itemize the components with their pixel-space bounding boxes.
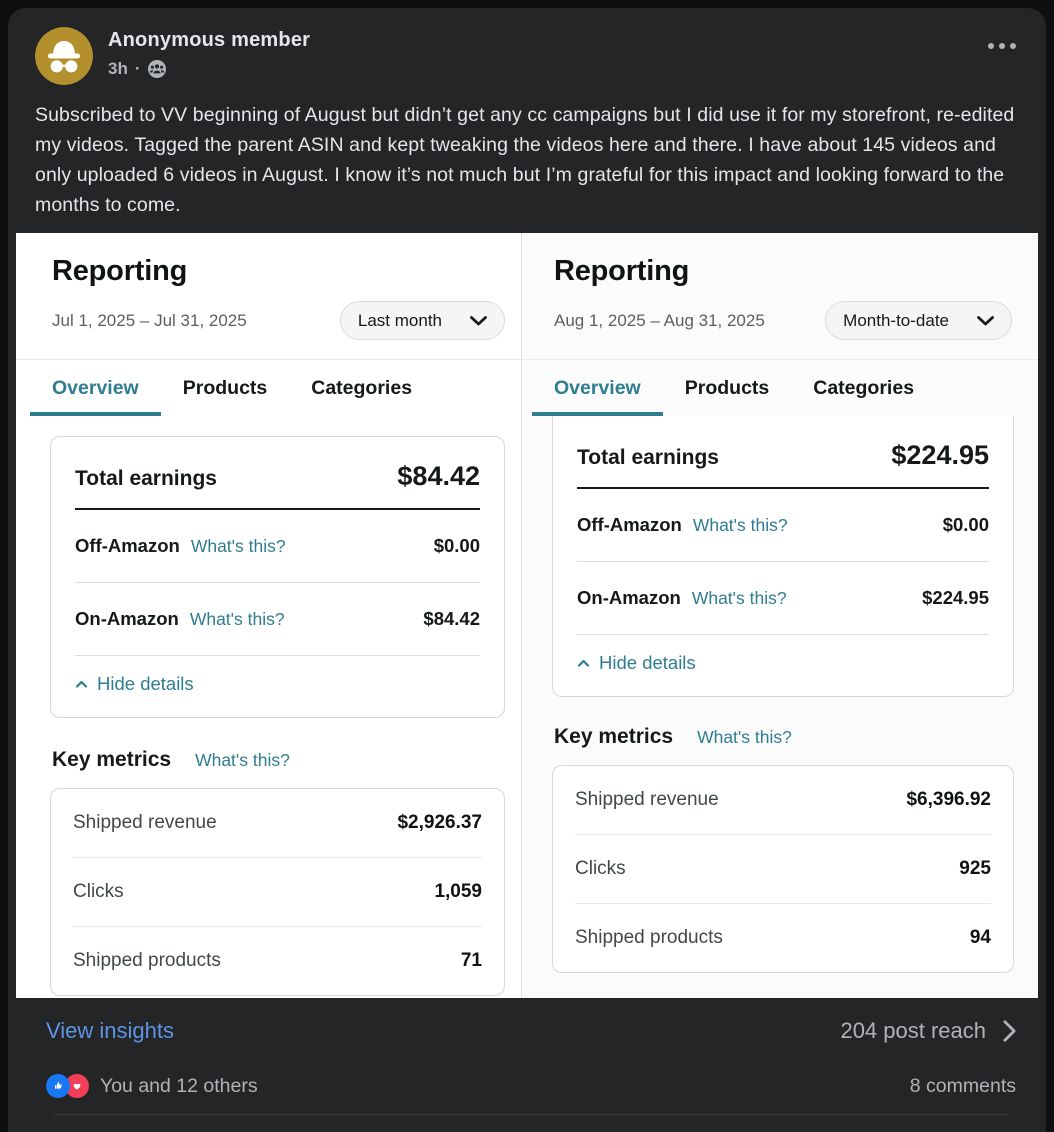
metric-row: Shipped products 94 (575, 927, 991, 948)
post-header (8, 8, 1046, 85)
whats-this-link[interactable]: What's this? (697, 727, 792, 747)
whats-this-link[interactable]: What's this? (195, 750, 290, 770)
group-privacy-icon (148, 60, 166, 78)
post-meta (108, 59, 980, 79)
tab-products[interactable]: Products (182, 377, 268, 399)
post-menu-button[interactable] (980, 27, 1024, 65)
off-amazon-row (75, 510, 480, 583)
tab-overview[interactable]: Overview (532, 360, 663, 416)
total-earnings-value: $84.42 (397, 461, 480, 491)
on-amazon-label: On-Amazon (75, 608, 179, 629)
date-range-dropdown[interactable] (825, 301, 1012, 340)
ellipsis-icon (988, 43, 994, 49)
whats-this-link[interactable]: What's this? (190, 536, 286, 556)
on-amazon-label: On-Amazon (577, 587, 681, 608)
post-body-text: Subscribed to VV beginning of August but didn’t get any cc campaigns but I did use it for my storefront, re-edited my videos. Tagged the parent ASIN and kept tweaking the videos here and there. I have about 145 videos and only uploaded 6 videos in August. I know it’s not much but I’m grateful for this impact and looking forward to the months to come. (35, 104, 1015, 216)
page-title: Reporting (554, 255, 690, 287)
on-amazon-value: $224.95 (922, 587, 989, 608)
tab-bar (522, 360, 1038, 416)
caret-up-icon (577, 659, 590, 668)
key-metrics-title: Key metrics (52, 748, 172, 771)
post-footer (8, 998, 1046, 1115)
total-earnings-card (50, 436, 505, 718)
key-metrics-header (554, 725, 1014, 749)
tab-overview[interactable]: Overview (30, 360, 161, 416)
chevron-down-icon (470, 316, 487, 326)
hide-details-toggle[interactable]: Hide details (75, 656, 480, 717)
post-author-name[interactable]: Anonymous member (108, 29, 311, 51)
reporting-panel-august (522, 233, 1038, 998)
metric-row: Shipped products 71 (73, 950, 482, 971)
post-reach-link[interactable] (840, 1018, 1016, 1044)
key-metrics-card (50, 788, 505, 996)
metric-row: Shipped revenue $6,396.92 (575, 766, 991, 835)
page-title: Reporting (52, 255, 188, 287)
comments-count-link[interactable]: 8 comments (909, 1074, 1016, 1097)
chevron-down-icon (977, 316, 994, 326)
dropdown-selected-value: Last month (357, 310, 442, 330)
metric-row: Shipped revenue $2,926.37 (73, 789, 482, 858)
off-amazon-label: Off-Amazon (577, 514, 682, 535)
total-earnings-value: $224.95 (891, 440, 989, 470)
metric-row: Clicks 925 (575, 835, 991, 904)
on-amazon-row (577, 562, 989, 635)
off-amazon-row (577, 489, 989, 562)
total-earnings-card (552, 416, 1014, 697)
reaction-summary-text: You and 12 others (100, 1074, 258, 1097)
tab-categories[interactable]: Categories (813, 377, 915, 399)
key-metrics-card (552, 765, 1014, 973)
tab-categories[interactable]: Categories (311, 377, 413, 399)
off-amazon-label: Off-Amazon (75, 535, 180, 556)
date-range-dropdown[interactable] (340, 301, 505, 340)
date-range-label: Jul 1, 2025 – Jul 31, 2025 (52, 310, 247, 330)
chevron-right-icon (1003, 1019, 1016, 1043)
meta-separator: · (134, 59, 141, 78)
post-image[interactable] (16, 233, 1038, 998)
metric-row: Clicks 1,059 (73, 858, 482, 927)
dropdown-selected-value: Month-to-date (843, 310, 949, 330)
post-reach-count: 204 post reach (840, 1018, 986, 1043)
key-metrics-header (52, 748, 505, 772)
post-timestamp[interactable]: 3h (108, 59, 128, 78)
like-icon[interactable] (46, 1074, 70, 1098)
on-amazon-row (75, 583, 480, 656)
reaction-summary[interactable] (46, 1074, 258, 1098)
whats-this-link[interactable]: What's this? (189, 609, 285, 629)
post-author-block (108, 27, 980, 79)
divider (54, 1114, 1008, 1115)
facebook-post-card (8, 8, 1046, 1132)
reporting-panel-july (16, 233, 521, 998)
tab-bar (16, 360, 521, 416)
tab-products[interactable]: Products (684, 377, 770, 399)
off-amazon-value: $0.00 (433, 535, 480, 556)
whats-this-link[interactable]: What's this? (691, 588, 787, 608)
hide-details-toggle[interactable]: Hide details (577, 635, 989, 696)
anonymous-avatar[interactable] (35, 27, 93, 85)
on-amazon-value: $84.42 (423, 608, 480, 629)
whats-this-link[interactable]: What's this? (692, 515, 788, 535)
total-earnings-label: Total earnings (75, 467, 217, 490)
view-insights-link[interactable]: View insights (46, 1018, 174, 1043)
caret-up-icon (75, 680, 88, 689)
total-earnings-label: Total earnings (577, 446, 719, 469)
key-metrics-title: Key metrics (554, 725, 674, 748)
off-amazon-value: $0.00 (942, 514, 989, 535)
date-range-label: Aug 1, 2025 – Aug 31, 2025 (554, 310, 765, 330)
